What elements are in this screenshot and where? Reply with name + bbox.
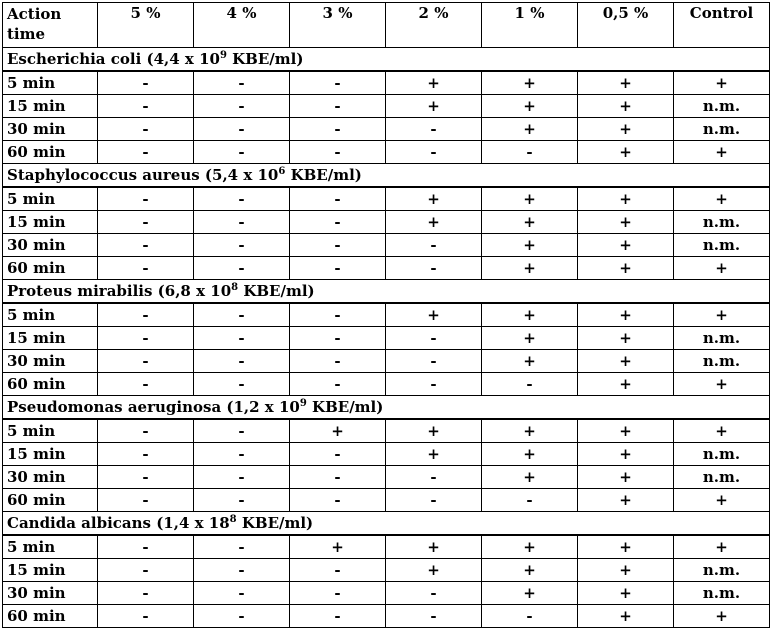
action-time-cell: 5 min <box>3 535 98 559</box>
result-cell: + <box>578 211 674 234</box>
action-time-cell: 60 min <box>3 489 98 512</box>
result-cell: + <box>674 605 770 628</box>
result-cell: + <box>578 234 674 257</box>
result-cell: - <box>290 187 386 211</box>
result-cell: + <box>386 95 482 118</box>
organism-exponent: 9 <box>299 398 307 409</box>
result-cell: + <box>578 327 674 350</box>
result-cell: + <box>482 535 578 559</box>
organism-unit: KBE/ml) <box>306 398 384 416</box>
result-cell: - <box>290 443 386 466</box>
result-cell: + <box>482 71 578 95</box>
result-cell: - <box>290 489 386 512</box>
result-cell: - <box>290 257 386 280</box>
result-cell: n.m. <box>674 327 770 350</box>
result-cell: + <box>674 373 770 396</box>
result-cell: - <box>386 350 482 373</box>
result-cell: - <box>194 489 290 512</box>
result-cell: - <box>386 489 482 512</box>
result-cell: n.m. <box>674 118 770 141</box>
result-cell: - <box>194 327 290 350</box>
result-cell: - <box>482 373 578 396</box>
result-cell: - <box>290 327 386 350</box>
result-cell: + <box>386 559 482 582</box>
result-cell: + <box>482 95 578 118</box>
action-time-cell: 15 min <box>3 443 98 466</box>
result-cell: + <box>578 443 674 466</box>
result-cell: - <box>194 443 290 466</box>
result-cell: - <box>290 211 386 234</box>
result-cell: + <box>482 234 578 257</box>
organism-row <box>3 512 770 536</box>
result-cell: - <box>98 535 194 559</box>
table-row <box>3 118 770 141</box>
result-cell: + <box>386 187 482 211</box>
organism-label <box>3 164 770 188</box>
action-time-cell: 15 min <box>3 559 98 582</box>
table-row <box>3 211 770 234</box>
result-cell: - <box>482 605 578 628</box>
result-cell: n.m. <box>674 582 770 605</box>
result-cell: - <box>386 327 482 350</box>
organism-row <box>3 280 770 304</box>
organism-row <box>3 48 770 72</box>
result-cell: + <box>578 559 674 582</box>
result-cell: + <box>482 303 578 327</box>
action-time-cell: 15 min <box>3 211 98 234</box>
result-cell: - <box>98 489 194 512</box>
result-cell: + <box>674 535 770 559</box>
result-cell: - <box>290 95 386 118</box>
table-row <box>3 373 770 396</box>
result-cell: - <box>290 303 386 327</box>
action-time-cell: 30 min <box>3 234 98 257</box>
result-cell: + <box>578 118 674 141</box>
result-cell: - <box>386 141 482 164</box>
result-cell: + <box>674 187 770 211</box>
result-cell: + <box>482 466 578 489</box>
result-cell: - <box>98 559 194 582</box>
result-cell: - <box>98 303 194 327</box>
result-cell: + <box>386 303 482 327</box>
organism-label <box>3 48 770 72</box>
result-cell: + <box>674 141 770 164</box>
organism-name: Staphylococcus aureus (5,4 x 10 <box>7 166 279 184</box>
result-cell: - <box>290 373 386 396</box>
result-cell: - <box>98 443 194 466</box>
header-col: 0,5 % <box>578 3 674 48</box>
result-cell: + <box>386 211 482 234</box>
organism-exponent: 6 <box>278 166 286 177</box>
result-cell: - <box>98 373 194 396</box>
result-cell: - <box>386 373 482 396</box>
result-cell: - <box>98 211 194 234</box>
table-row <box>3 582 770 605</box>
result-cell: - <box>194 118 290 141</box>
result-cell: - <box>98 466 194 489</box>
action-time-cell: 30 min <box>3 118 98 141</box>
result-cell: - <box>290 234 386 257</box>
organism-name: Escherichia coli (4,4 x 10 <box>7 50 220 68</box>
action-time-cell: 60 min <box>3 373 98 396</box>
table-row <box>3 141 770 164</box>
table-row <box>3 535 770 559</box>
result-cell: + <box>578 419 674 443</box>
action-time-cell: 5 min <box>3 303 98 327</box>
result-cell: + <box>674 419 770 443</box>
result-cell: - <box>290 141 386 164</box>
result-cell: - <box>194 95 290 118</box>
result-cell: + <box>578 605 674 628</box>
result-cell: - <box>194 141 290 164</box>
organism-unit: KBE/ml) <box>226 50 304 68</box>
result-cell: + <box>674 303 770 327</box>
results-table <box>2 2 770 628</box>
organism-row <box>3 164 770 188</box>
result-cell: - <box>98 118 194 141</box>
action-time-cell: 5 min <box>3 71 98 95</box>
result-cell: - <box>482 489 578 512</box>
header-col: Control <box>674 3 770 48</box>
result-cell: + <box>386 535 482 559</box>
result-cell: + <box>482 350 578 373</box>
result-cell: - <box>194 559 290 582</box>
result-cell: - <box>98 350 194 373</box>
result-cell: + <box>290 419 386 443</box>
result-cell: - <box>290 118 386 141</box>
result-cell: - <box>386 582 482 605</box>
result-cell: n.m. <box>674 350 770 373</box>
organism-exponent: 8 <box>229 514 237 525</box>
result-cell: - <box>290 466 386 489</box>
result-cell: n.m. <box>674 559 770 582</box>
organism-unit: KBE/ml) <box>285 166 362 184</box>
organism-label <box>3 396 770 420</box>
action-time-cell: 60 min <box>3 141 98 164</box>
organism-unit: KBE/ml) <box>238 282 315 300</box>
action-time-cell: 30 min <box>3 582 98 605</box>
table-row <box>3 419 770 443</box>
organism-exponent: 8 <box>231 282 239 293</box>
organism-label <box>3 512 770 536</box>
result-cell: n.m. <box>674 95 770 118</box>
result-cell: + <box>578 95 674 118</box>
result-cell: n.m. <box>674 466 770 489</box>
header-col: 5 % <box>98 3 194 48</box>
action-time-cell: 60 min <box>3 605 98 628</box>
result-cell: + <box>578 257 674 280</box>
result-cell: - <box>194 187 290 211</box>
header-col: 1 % <box>482 3 578 48</box>
result-cell: - <box>290 71 386 95</box>
result-cell: + <box>578 535 674 559</box>
result-cell: - <box>194 350 290 373</box>
result-cell: - <box>98 419 194 443</box>
table-row <box>3 466 770 489</box>
result-cell: + <box>578 71 674 95</box>
header-action-time: Action time <box>3 3 98 48</box>
table-row <box>3 257 770 280</box>
action-time-cell: 15 min <box>3 95 98 118</box>
result-cell: - <box>482 141 578 164</box>
result-cell: + <box>578 489 674 512</box>
result-cell: - <box>386 234 482 257</box>
table-row <box>3 443 770 466</box>
result-cell: + <box>386 419 482 443</box>
table-row <box>3 303 770 327</box>
result-cell: - <box>194 234 290 257</box>
result-cell: - <box>386 257 482 280</box>
result-cell: + <box>674 71 770 95</box>
result-cell: - <box>194 582 290 605</box>
result-cell: - <box>98 187 194 211</box>
result-cell: + <box>578 350 674 373</box>
result-cell: - <box>194 211 290 234</box>
result-cell: + <box>482 559 578 582</box>
result-cell: - <box>290 605 386 628</box>
result-cell: + <box>482 187 578 211</box>
result-cell: - <box>194 71 290 95</box>
action-time-cell: 60 min <box>3 257 98 280</box>
result-cell: - <box>98 141 194 164</box>
result-cell: - <box>290 350 386 373</box>
result-cell: - <box>386 466 482 489</box>
result-cell: - <box>98 327 194 350</box>
organism-unit: KBE/ml) <box>236 514 314 532</box>
table-row <box>3 327 770 350</box>
result-cell: + <box>482 443 578 466</box>
result-cell: + <box>578 141 674 164</box>
result-cell: - <box>290 559 386 582</box>
result-cell: - <box>386 118 482 141</box>
result-cell: - <box>98 257 194 280</box>
table-row <box>3 187 770 211</box>
result-cell: - <box>194 466 290 489</box>
result-cell: n.m. <box>674 211 770 234</box>
result-cell: + <box>482 419 578 443</box>
result-cell: - <box>98 71 194 95</box>
result-cell: - <box>194 535 290 559</box>
result-cell: + <box>482 118 578 141</box>
organism-name: Pseudomonas aeruginosa (1,2 x 10 <box>7 398 300 416</box>
table-body <box>3 3 770 628</box>
result-cell: - <box>98 95 194 118</box>
result-cell: + <box>482 327 578 350</box>
header-col: 2 % <box>386 3 482 48</box>
table-row <box>3 559 770 582</box>
result-cell: + <box>578 303 674 327</box>
result-cell: - <box>194 373 290 396</box>
result-cell: - <box>98 582 194 605</box>
table-row <box>3 350 770 373</box>
result-cell: + <box>578 187 674 211</box>
result-cell: + <box>578 373 674 396</box>
organism-name: Candida albicans (1,4 x 18 <box>7 514 230 532</box>
header-col: 3 % <box>290 3 386 48</box>
table-row <box>3 605 770 628</box>
table-row <box>3 489 770 512</box>
result-cell: - <box>194 303 290 327</box>
action-time-cell: 15 min <box>3 327 98 350</box>
result-cell: + <box>290 535 386 559</box>
result-cell: - <box>194 419 290 443</box>
organism-label <box>3 280 770 304</box>
result-cell: + <box>578 466 674 489</box>
result-cell: n.m. <box>674 234 770 257</box>
result-cell: + <box>482 582 578 605</box>
organism-exponent: 9 <box>219 50 227 61</box>
result-cell: - <box>98 605 194 628</box>
result-cell: + <box>386 443 482 466</box>
header-row <box>3 3 770 48</box>
action-time-cell: 5 min <box>3 187 98 211</box>
header-col: 4 % <box>194 3 290 48</box>
result-cell: + <box>674 257 770 280</box>
result-cell: - <box>98 234 194 257</box>
action-time-cell: 30 min <box>3 466 98 489</box>
table-row <box>3 71 770 95</box>
result-cell: + <box>674 489 770 512</box>
organism-name: Proteus mirabilis (6,8 x 10 <box>7 282 232 300</box>
result-cell: n.m. <box>674 443 770 466</box>
action-time-cell: 30 min <box>3 350 98 373</box>
table-row <box>3 234 770 257</box>
result-cell: - <box>194 605 290 628</box>
table-row <box>3 95 770 118</box>
result-cell: + <box>386 71 482 95</box>
result-cell: - <box>194 257 290 280</box>
result-cell: - <box>290 582 386 605</box>
result-cell: - <box>386 605 482 628</box>
result-cell: + <box>578 582 674 605</box>
result-cell: + <box>482 211 578 234</box>
organism-row <box>3 396 770 420</box>
result-cell: + <box>482 257 578 280</box>
action-time-cell: 5 min <box>3 419 98 443</box>
